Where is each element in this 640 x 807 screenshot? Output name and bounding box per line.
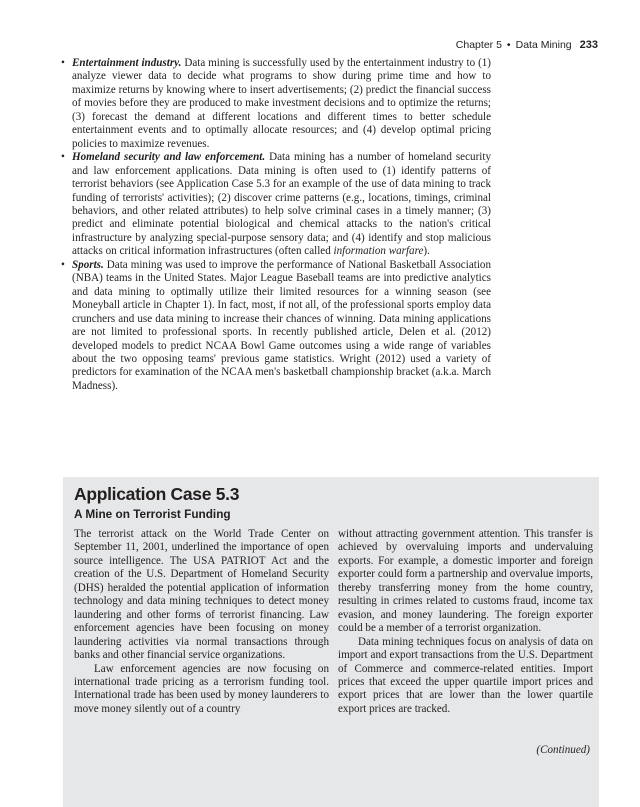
- bullet-homeland-security: [61, 151, 491, 259]
- header-separator: •: [506, 39, 511, 51]
- bullet-sports: [61, 258, 491, 394]
- application-case-subtitle: A Mine on Terrorist Funding: [74, 507, 231, 521]
- bullet-icon: •: [61, 151, 65, 164]
- bullet-lead: Homeland security and law enforcement.: [72, 151, 266, 164]
- case-paragraph: Law enforcement agencies are now focusing on international trade pricing as a terrorism funding tool. International trade has been used by money launderers to move money silently out of a country: [74, 662, 329, 715]
- application-bullet-list: [61, 57, 492, 393]
- case-paragraph: The terrorist attack on the World Trade Center on September 11, 2001, underlined the importance of open source intelligence. The USA PATRIOT Act and the creation of the U.S. Department of Homeland Security (DHS) heralded the potential application of information technology and data mining techniques to detect money laundering and other forms of terrorist financing. Law enforcement agencies have been focusing on money laundering activities via normal transactions through banks and other financial service organizations.: [74, 528, 329, 662]
- running-head: [456, 39, 598, 51]
- case-right-column: [338, 528, 593, 716]
- bullet-lead: Sports.: [72, 258, 104, 271]
- bullet-icon: •: [61, 57, 65, 69]
- bullet-lead: Entertainment industry.: [72, 57, 182, 69]
- chapter-label: Chapter 5: [455, 39, 502, 51]
- continued-label: (Continued): [536, 744, 590, 756]
- bullet-text: Data mining has a number of homeland security and law enforcement applications. Data mining is often used to (1) identify patterns of terrorist behaviors (see Application Case 5.3 for an example of the use of data mining to track funding of terrorists' activities); (2) discover crime patterns (e.g., locations, timings, criminal behaviors, and other related attributes) to help solve criminal cases in a timely manner; (3) predict and eliminate potential biological and chemical attacks to the nation's critical infrastructure by analyzing special-purpose sensory data; and (4) identify and stop malicious attacks on critical information infrastructures (often called: [72, 151, 491, 258]
- bullet-text: Data mining was used to improve the performance of National Basketball Association (NBA) teams in the United States. Major League Baseball teams are into predictive analytics and data mining to optimally utilize their limited resources for a winning season (see Moneyball article in Chapter 1). In fact, most, if not all, of the professional sports employ data crunchers and use data mining to increase their chances of winning. Data mining applications are not limited to professional sports. In recently published article, Delen et al. (2012) developed models to predict NCAA Bowl Game outcomes using a wide range of variables about the two opposing teams' previous game statistics. Wright (2012) used a variety of predictors for examination of the NCAA men's basketball championship bracket (a.k.a. March Madness).: [72, 258, 491, 392]
- page-number: 233: [579, 39, 598, 51]
- bullet-text-end: ).: [423, 245, 430, 258]
- bullet-emphasis: information warfare: [333, 245, 424, 258]
- bullet-entertainment: [61, 57, 492, 151]
- section-label: Data Mining: [515, 39, 572, 51]
- application-case-title: Application Case 5.3: [74, 484, 240, 504]
- case-paragraph: without attracting government attention. This transfer is achieved by overvaluing imports and undervaluing exports. For example, a domestic importer and foreign exporter could form a partnership and overvalue imports, thereby transferring money from the home country, resulting in crimes related to customs fraud, income tax evasion, and money laundering. The foreign exporter could be a member of a terrorist organization.: [338, 528, 593, 635]
- bullet-icon: •: [61, 258, 65, 271]
- case-left-column: [74, 528, 329, 716]
- bullet-text: Data mining is successfully used by the entertainment industry to (1) analyze viewer data to decide what programs to show during prime time and how to maximize returns by knowing where to insert advertisements; (2) predict the financial success of movies before they are produced to make investment decisions and to optimize the returns; (3) forecast the demand at different locations and different times to better schedule entertainment events and to optimally allocate resources; and (4) develop optimal pricing policies to maximize revenues.: [72, 57, 492, 150]
- case-paragraph: Data mining techniques focus on analysis of data on import and export transactions from the U.S. Department of Commerce and commerce-related entities. Import prices that exceed the upper quartile import prices and export prices that are lower than the lower quartile export prices are tracked.: [338, 635, 593, 715]
